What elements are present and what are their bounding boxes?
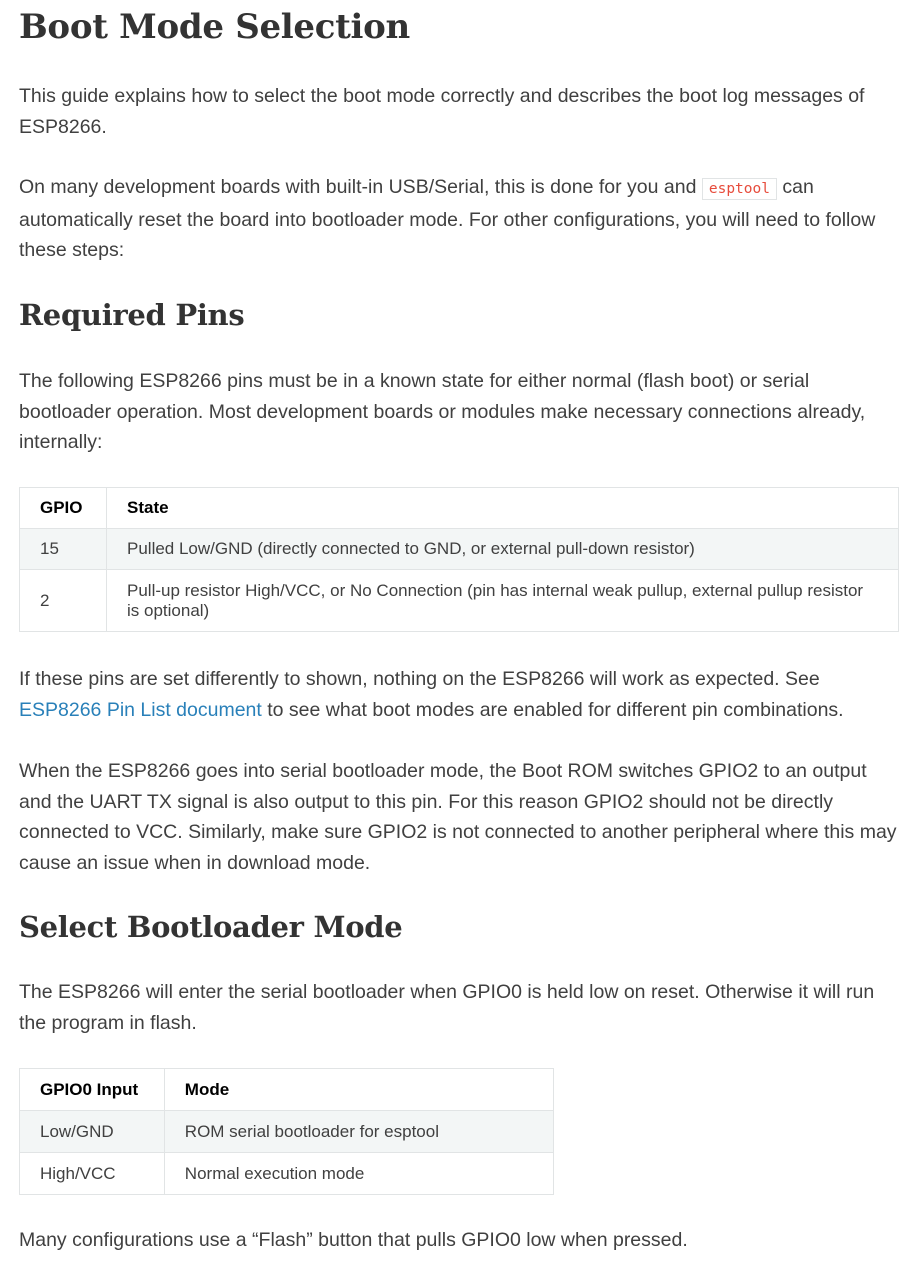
mode-cell: ROM serial bootloader for esptool — [164, 1111, 553, 1153]
required-pins-heading: Required Pins — [19, 298, 245, 332]
column-header: State — [107, 488, 899, 529]
auto-reset-text-after: can automatically reset the board into bootloader mode. For other configurations, you will need to follow these steps: — [19, 176, 876, 261]
table-row — [20, 1153, 554, 1195]
gpio0-input-cell: High/VCC — [20, 1153, 165, 1195]
required-pins-paragraph: The following ESP8266 pins must be in a known state for either normal (flash boot) or serial bootloader operation. Most development boards or modules make necessary connections already, internally: — [19, 370, 866, 453]
intro-paragraph: This guide explains how to select the boot mode correctly and describes the boot log messages of ESP8266. — [19, 85, 865, 138]
bootloader-mode-paragraph: The ESP8266 will enter the serial bootloader when GPIO0 is held low on reset. Otherwise it will run the program in flash. — [19, 981, 875, 1034]
table-row — [20, 1111, 554, 1153]
pin-note-paragraph — [19, 664, 899, 725]
state-cell: Pull-up resistor High/VCC, or No Connection (pin has internal weak pullup, external pullup resistor is optional) — [107, 570, 899, 632]
auto-reset-text-before: On many development boards with built-in USB/Serial, this is done for you and — [19, 176, 702, 198]
pin-list-link[interactable]: ESP8266 Pin List document — [19, 698, 262, 721]
column-header: GPIO — [20, 488, 107, 529]
gpio0-input-cell: Low/GND — [20, 1111, 165, 1153]
auto-reset-paragraph — [19, 172, 899, 266]
gpio2-paragraph: When the ESP8266 goes into serial bootloader mode, the Boot ROM switches GPIO2 to an output and the UART TX signal is also output to this pin. For this reason GPIO2 should not be directly connected to VCC. Similarly, make sure GPIO2 is not connected to another peripheral where this may cause an issue when in download mode. — [19, 760, 897, 874]
pin-note-text-after: to see what boot modes are enabled for different pin combinations. — [261, 698, 844, 721]
gpio-cell: 2 — [20, 570, 107, 632]
flash-button-paragraph: Many configurations use a “Flash” button that pulls GPIO0 low when pressed. — [19, 1229, 688, 1251]
column-header: GPIO0 Input — [20, 1069, 165, 1111]
esptool-code: esptool — [702, 178, 777, 200]
pin-note-text-before: If these pins are set differently to shown, nothing on the ESP8266 will work as expected. See — [19, 668, 820, 690]
required-pins-table — [19, 487, 899, 632]
page-title: Boot Mode Selection — [19, 7, 410, 47]
column-header: Mode — [164, 1069, 553, 1111]
mode-cell: Normal execution mode — [164, 1153, 553, 1195]
bootloader-mode-heading: Select Bootloader Mode — [19, 910, 403, 944]
table-header-row — [20, 1069, 554, 1111]
bootloader-mode-table — [19, 1068, 554, 1195]
table-header-row — [20, 488, 899, 529]
table-row — [20, 529, 899, 570]
state-cell: Pulled Low/GND (directly connected to GND, or external pull-down resistor) — [107, 529, 899, 570]
gpio-cell: 15 — [20, 529, 107, 570]
table-row — [20, 570, 899, 632]
